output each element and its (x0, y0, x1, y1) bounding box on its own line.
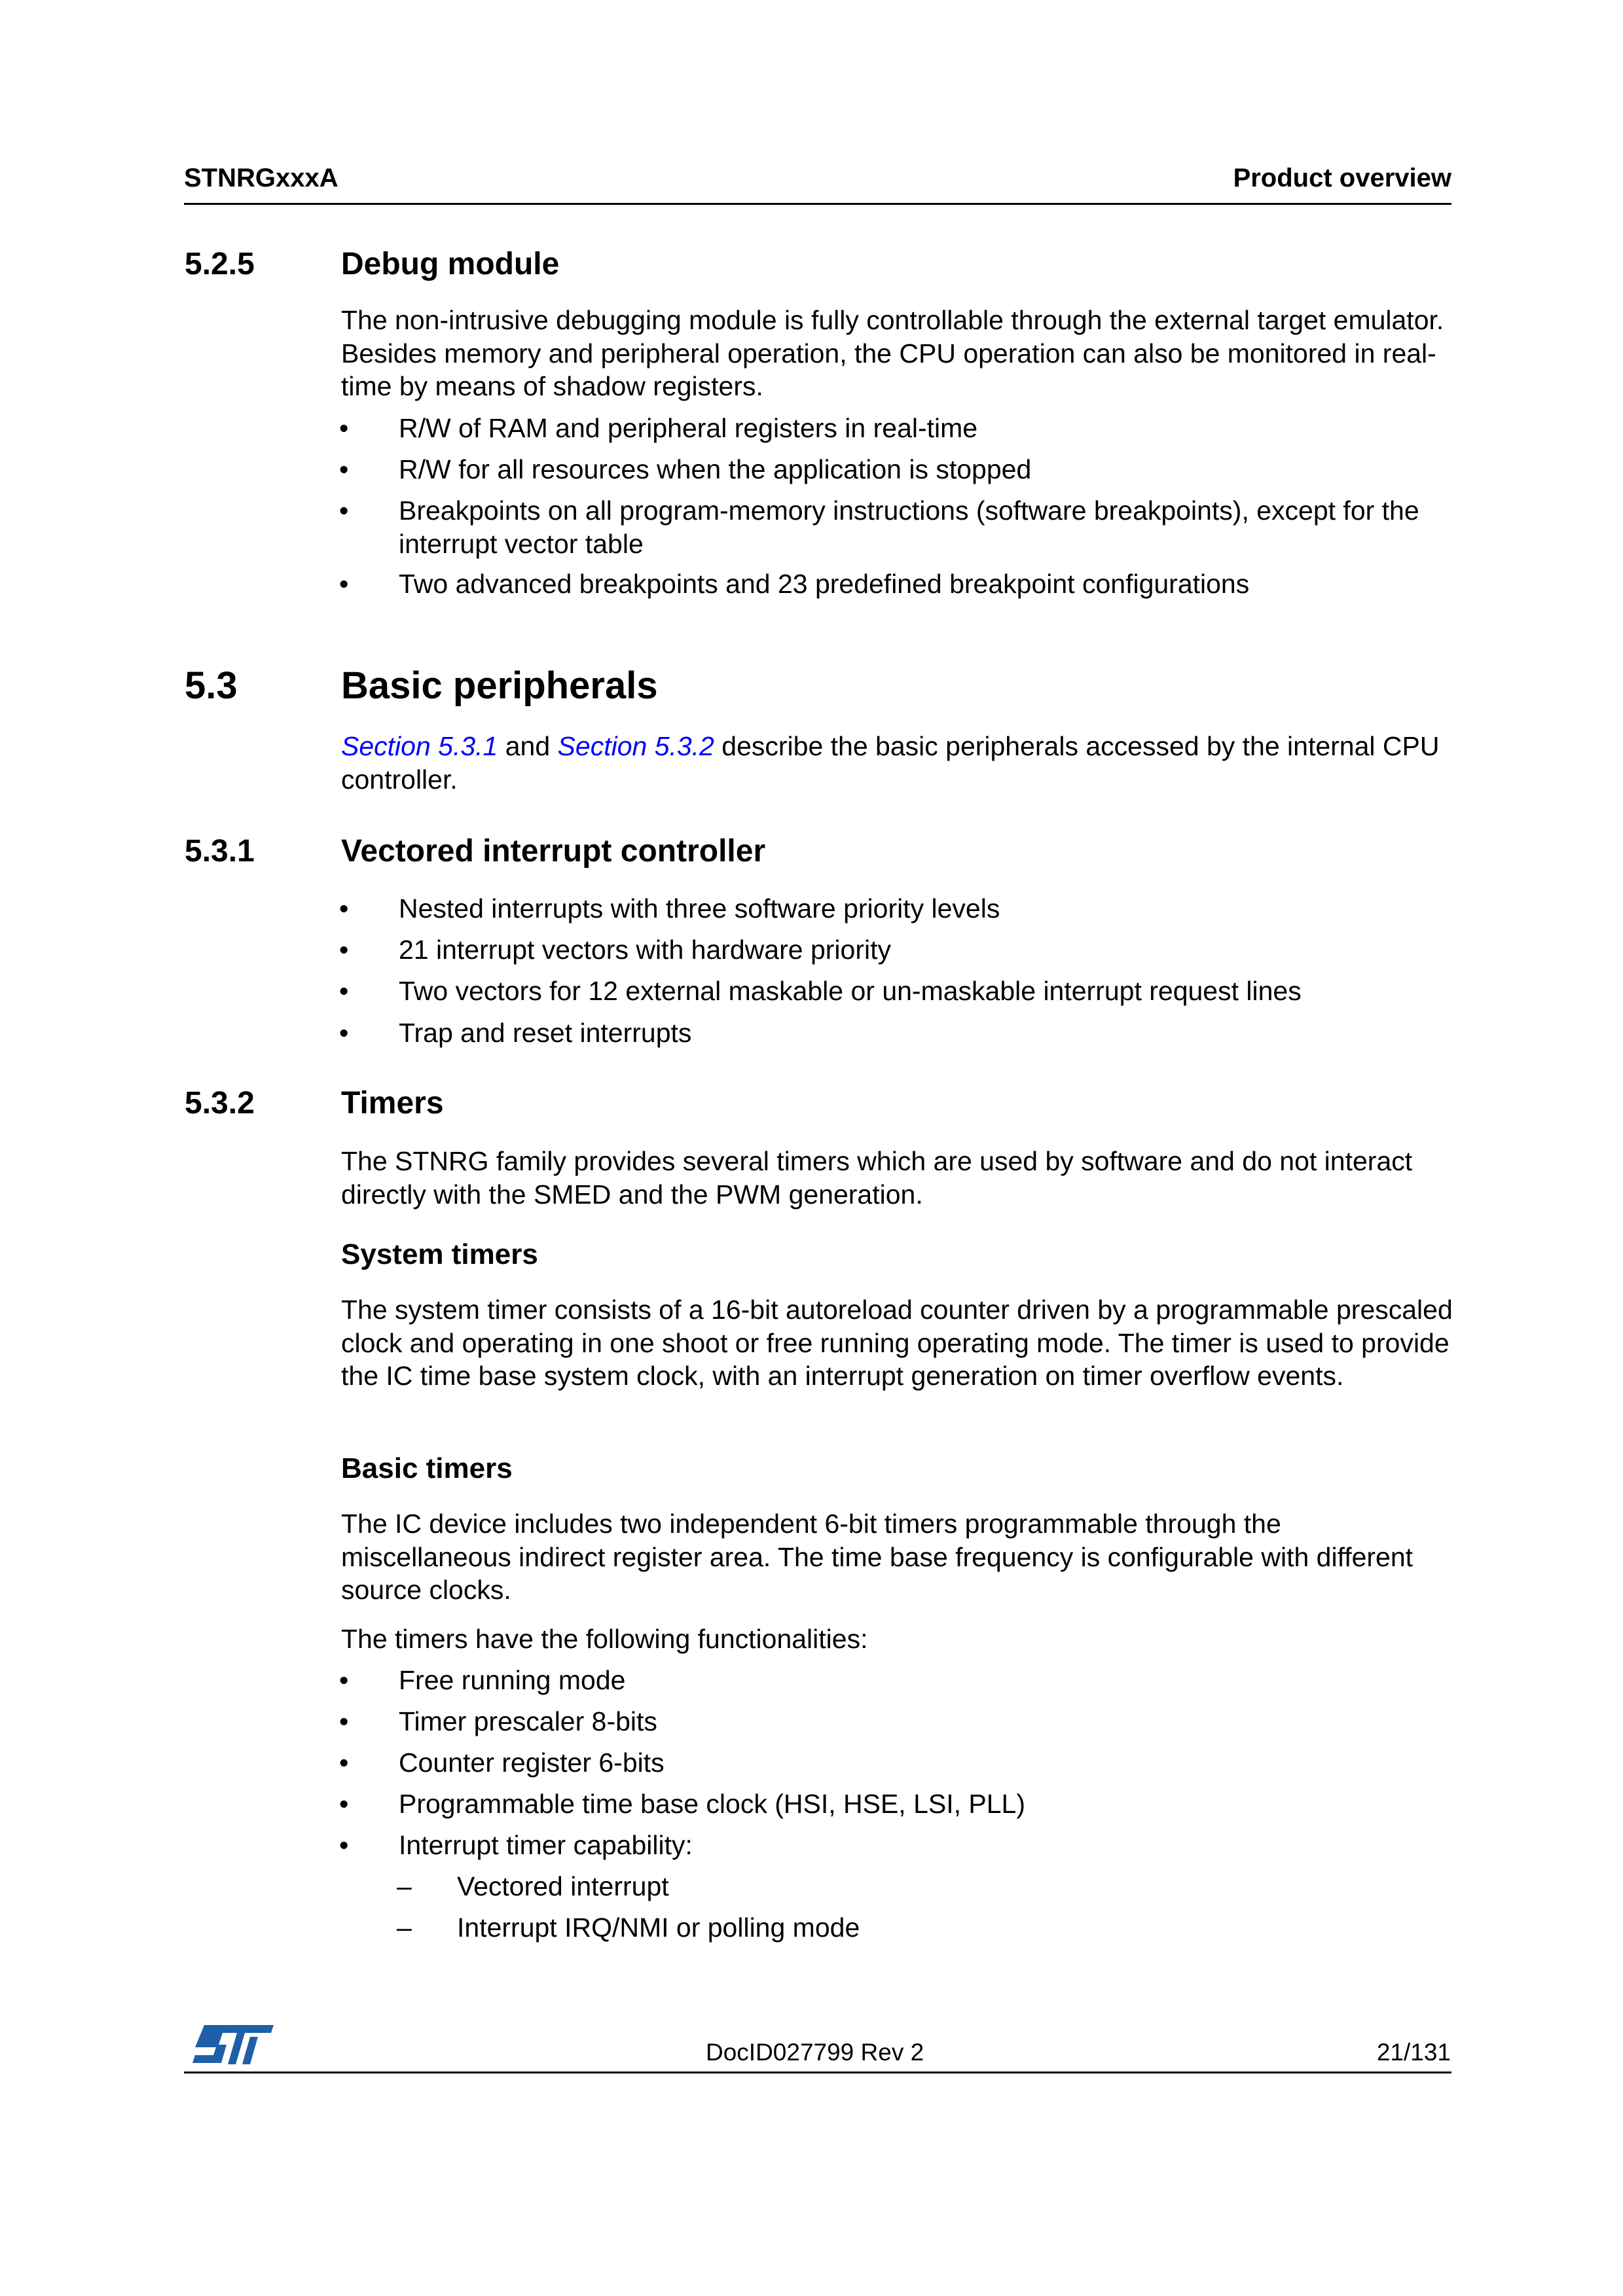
paragraph: The non-intrusive debugging module is fully controllable through the external target emulator. Besides memory and peripheral operation, the CPU operation can also be monitored in real-time by means of shadow registers. (341, 305, 1444, 401)
list-item: Breakpoints on all program-memory instructions (software breakpoints), except for the interrupt vector table (399, 495, 1419, 559)
list-item: Programmable time base clock (HSI, HSE, LSI, PLL) (399, 1789, 1026, 1819)
footer-doc-id: DocID027799 Rev 2 (706, 2039, 924, 2066)
bullet-icon: • (339, 1789, 349, 1819)
list-item: Counter register 6-bits (399, 1748, 665, 1778)
section-number: 5.3.2 (185, 1086, 255, 1121)
list-item: R/W of RAM and peripheral registers in real-time (399, 413, 978, 443)
header-rule (184, 203, 1451, 205)
list-item: Trap and reset interrupts (399, 1018, 692, 1048)
list-item: Interrupt timer capability: (399, 1830, 693, 1860)
text: describe the basic peripherals accessed by the internal CPU controller. (341, 731, 1440, 795)
section-title: Timers (341, 1086, 444, 1121)
list-item: Free running mode (399, 1665, 626, 1695)
list-item: R/W for all resources when the application is stopped (399, 454, 1032, 484)
header-doc-name: STNRGxxxA (184, 164, 338, 192)
list-item: Two advanced breakpoints and 23 predefined breakpoint configurations (399, 569, 1250, 599)
subsection-title: System timers (341, 1238, 538, 1270)
list-item: 21 interrupt vectors with hardware priority (399, 935, 891, 965)
paragraph: The STNRG family provides several timers which are used by software and do not interact directly with the SMED and the PWM generation. (341, 1146, 1413, 1210)
dash-icon: – (397, 1912, 412, 1943)
bullet-icon: • (339, 1706, 349, 1736)
bullet-icon: • (339, 976, 349, 1006)
st-logo-icon (190, 2021, 275, 2067)
bullet-icon: • (339, 1748, 349, 1778)
footer-rule (184, 2072, 1451, 2073)
dash-icon: – (397, 1871, 412, 1901)
text: and (498, 731, 558, 761)
bullet-icon: • (339, 413, 349, 443)
bullet-icon: • (339, 1665, 349, 1695)
bullet-icon: • (339, 495, 349, 526)
paragraph: The IC device includes two independent 6-bit timers programmable through the miscellaneous indirect register area. The time base frequency is configurable with different source clocks. (341, 1509, 1413, 1605)
bullet-icon: • (339, 454, 349, 484)
list-item: Timer prescaler 8-bits (399, 1706, 657, 1736)
sub-list-item: Vectored interrupt (457, 1871, 669, 1901)
paragraph: The timers have the following functionalities: (341, 1624, 868, 1654)
bullet-icon: • (339, 935, 349, 965)
header-section: Product overview (1233, 164, 1451, 192)
link-section-5-3-2[interactable]: Section 5.3.2 (557, 731, 714, 761)
paragraph (341, 730, 1454, 796)
section-title: Debug module (341, 247, 560, 281)
link-section-5-3-1[interactable]: Section 5.3.1 (341, 731, 498, 761)
bullet-icon: • (339, 893, 349, 924)
list-item: Two vectors for 12 external maskable or un-maskable interrupt request lines (399, 976, 1302, 1006)
bullet-icon: • (339, 569, 349, 599)
bullet-icon: • (339, 1018, 349, 1048)
section-title: Vectored interrupt controller (341, 834, 766, 869)
list-item: Nested interrupts with three software priority levels (399, 893, 1000, 924)
subsection-title: Basic timers (341, 1452, 513, 1484)
section-number: 5.2.5 (185, 247, 255, 281)
section-title: Basic peripherals (341, 664, 658, 707)
section-number: 5.3 (185, 664, 238, 707)
section-number: 5.3.1 (185, 834, 255, 869)
bullet-icon: • (339, 1830, 349, 1860)
sub-list-item: Interrupt IRQ/NMI or polling mode (457, 1912, 860, 1943)
footer-page-number: 21/131 (1376, 2039, 1451, 2066)
paragraph: The system timer consists of a 16-bit autoreload counter driven by a programmable prescaled clock and operating in one shoot or free running operating mode. The timer is used to provide the IC time base system clock, with an interrupt generation on timer overflow events. (341, 1295, 1453, 1391)
